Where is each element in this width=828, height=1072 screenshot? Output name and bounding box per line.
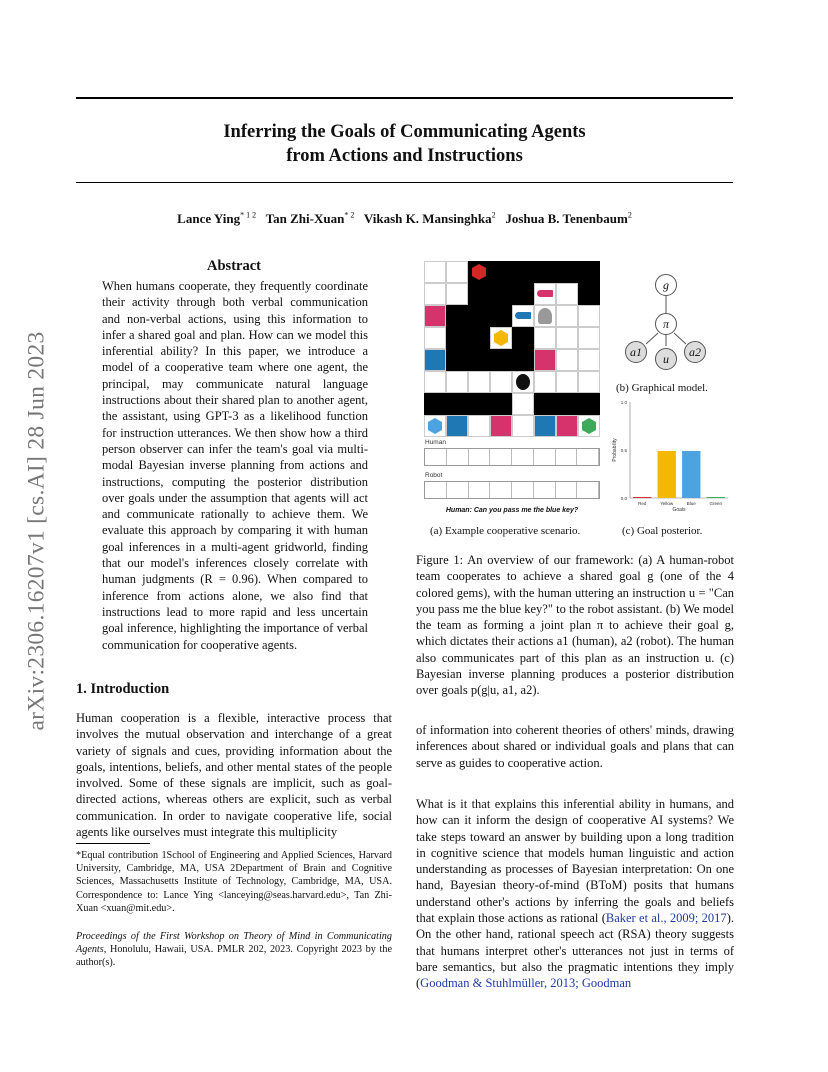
x-tick-label: Green [709,501,723,506]
caption-b: (b) Graphical model. [616,382,708,394]
floor-cell [556,305,578,327]
footnote-text: *Equal contribution 1School of Engineering and Applied Sciences, Harvard University, Cambridge, MA, USA 2Department of Brain and Cognitive Sciences, Massachusetts Institute of Technology, Cambridge, MA, USA. Correspondence to: Lance Ying <lanceying@seas.harvard.edu>, Tan Zhi-Xuan <xuan@mit.edu>. [76,850,392,914]
red-key-icon [537,290,553,297]
y-tick-label: 0.5 [620,448,627,453]
y-axis-label: Probability [612,438,618,462]
wall-cell [490,283,512,305]
author-1: Lance Ying$^{* 1 2}$ [177,211,257,227]
node-pi: π [655,313,677,335]
wall-cell [578,261,600,283]
wall-cell [490,393,512,415]
red-door-icon [491,416,511,436]
floor-cell [512,415,534,437]
intro-text: Human cooperation is a flexible, interactive process that involves the mutual observation and interchange of a great variety of signals and cues, providing information about the goals, intentions, beliefs, and other mental states of the people involved. Some of these signals are implicit, such as goal-directed actions, whereas others are explicit, such as verbal communication. In order to navigate cooperative life, social agents like ourselves must integrate this multiplicity [76,711,392,840]
floor-cell [468,371,490,393]
bar-blue [682,451,700,498]
human-label: Human [425,439,446,446]
floor-cell [578,371,600,393]
paper-title [76,120,733,168]
abstract-text: When humans cooperate, they frequently coordinate their activity through both verbal communication and non-verbal actions, using this information to infer a shared goal and plan. How can we model this inferential ability? In this paper, we introduce a model of a cooperative team where one agent, the principal, may communicate natural language instructions about their shared plan to another agent, the assistant, using GPT-3 as a likelihood function for instruction utterances. We then show how a third person observer can infer the team's goal via multi-modal Bayesian inverse planning from actions and instructions, computing the posterior distribution over goals under the assumption that agents will act and communicate rationally to achieve them. We evaluate this approach by comparing it with human goal inferences in a multi-agent gridworld, finding that our model's inferences closely correlate with human judgments (R = 0.96). When compared to inference from actions alone, we also find that instructions lead to more rapid and less uncertain goal inference, highlighting the importance of verbal communication for cooperative agents. [102,279,368,652]
wall-cell [424,393,446,415]
bar-red [633,497,651,498]
wall-cell [468,283,490,305]
y-tick-label: 0.0 [620,496,627,501]
wall-cell [578,393,600,415]
top-rule [76,97,733,99]
wall-cell [446,327,468,349]
intro-heading: 1. Introduction [76,681,170,697]
wall-cell [490,261,512,283]
floor-cell [446,261,468,283]
wall-cell [446,305,468,327]
floor-cell [424,327,446,349]
human-utterance: Human: Can you pass me the blue key? [445,507,579,514]
caption-c: (c) Goal posterior. [622,525,703,537]
blue-door-icon [447,416,467,436]
wall-cell [468,393,490,415]
wall-cell [468,349,490,371]
floor-cell [424,261,446,283]
blue-door-icon [425,350,445,370]
floor-cell [556,283,578,305]
floor-cell [446,371,468,393]
human-action-strip [424,448,600,466]
node-a1: a1 [625,341,647,363]
figure-caption: Figure 1: An overview of our framework: (a) A human-robot team cooperates to achieve a shared goal g (one of the 4 colored gems), with the human uttering an instruction u = "Can you pass me the blue key?" to the robot assistant. (b) We model the team as forming a joint plan π to achieve their goal g, which dictates their actions a1 (human), a2 (robot). The human also communicates part of this plan as an instruction u. (c) Bayesian inverse planning produces a posterior distribution over goals p(g|u, a1, a2). [416,553,734,698]
wall-cell [446,349,468,371]
wall-cell [556,393,578,415]
author-list [76,211,733,227]
wall-cell [468,327,490,349]
blue-key-icon [515,312,531,319]
wall-cell [490,349,512,371]
robot-icon [538,308,552,324]
wall-cell [512,349,534,371]
wall-cell [512,261,534,283]
citation-baker[interactable]: Baker et al., 2009; 2017 [605,911,727,926]
title-line-1: Inferring the Goals of Communicating Agents [223,122,586,142]
arxiv-stamp: arXiv:2306.16207v1 [cs.AI] 28 Jun 2023 [23,331,50,731]
x-tick-label: Blue [686,501,696,506]
author-4: Joshua B. Tenenbaum$^2$ [505,211,632,227]
floor-cell [534,371,556,393]
footnote-rule [76,843,150,844]
wall-cell [468,305,490,327]
floor-cell [556,371,578,393]
robot-label: Robot [425,472,443,479]
red-door-icon [425,306,445,326]
robot-action-strip [424,481,600,499]
floor-cell [490,371,512,393]
floor-cell [468,415,490,437]
node-g: g [655,274,677,296]
title-line-2: from Actions and Instructions [286,146,523,166]
x-tick-label: Yellow [660,501,674,506]
floor-cell [424,371,446,393]
wall-cell [534,261,556,283]
floor-cell [512,393,534,415]
wall-cell [490,305,512,327]
red-door-icon [557,416,577,436]
floor-cell [556,327,578,349]
x-tick-label: Red [638,501,647,506]
goal-posterior-chart [608,398,734,516]
floor-cell [424,283,446,305]
caption-a: (a) Example cooperative scenario. [430,525,581,537]
bar-yellow [658,451,676,498]
wall-cell [578,283,600,305]
wall-cell [534,393,556,415]
right-para-2: What is it that explains this inferential ability in humans, and how can it inform the design of cooperative AI systems? We take steps toward an answer by building upon a long tradition in cognitive science that models human linguistic and action understanding as processes of Bayesian interpretation: On one hand, Bayesian theory-of-mind (BToM) posits that humans understand other's actions by inferring the goals and beliefs that explain those actions as rational (Baker et al., 2009; 2017). On the other hand, rational speech act (RSA) theory suggests that humans interpret other's utterances not just in terms of bare semantics, but also the pragmatic intentions they imply (Goodman & Stuhlmüller, 2013; Goodman [416,797,734,991]
wall-cell [556,261,578,283]
right-para-1: of information into coherent theories of others' minds, drawing inferences about shared or individual goals and plans that can serve as guides to cooperative action. [416,723,734,770]
y-tick-label: 1.0 [620,400,627,405]
x-axis-label: Goals [672,507,686,513]
wall-cell [512,327,534,349]
floor-cell [534,327,556,349]
node-a2: a2 [684,341,706,363]
title-bottom-rule [76,182,733,183]
floor-cell [446,283,468,305]
author-3: Vikash K. Mansinghka$^2$ [363,211,496,227]
floor-cell [578,305,600,327]
human-icon [516,374,530,390]
proceedings-note: Proceedings of the First Workshop on Theory of Mind in Communicating Agents, Honolulu, Hawaii, USA. PMLR 202, 2023. Copyright 2023 by the author(s). [76,931,392,969]
floor-cell [578,349,600,371]
gridworld [424,261,600,437]
bar-green [707,497,725,498]
floor-cell [578,327,600,349]
node-u: u [655,348,677,370]
blue-door-icon [535,416,555,436]
abstract-heading: Abstract [207,258,261,274]
wall-cell [512,283,534,305]
wall-cell [446,393,468,415]
author-2: Tan Zhi-Xuan$^{* 2}$ [265,211,355,227]
citation-goodman[interactable]: Goodman & Stuhlmüller, 2013; Goodman [420,976,632,991]
floor-cell [556,349,578,371]
red-door-icon [535,350,555,370]
